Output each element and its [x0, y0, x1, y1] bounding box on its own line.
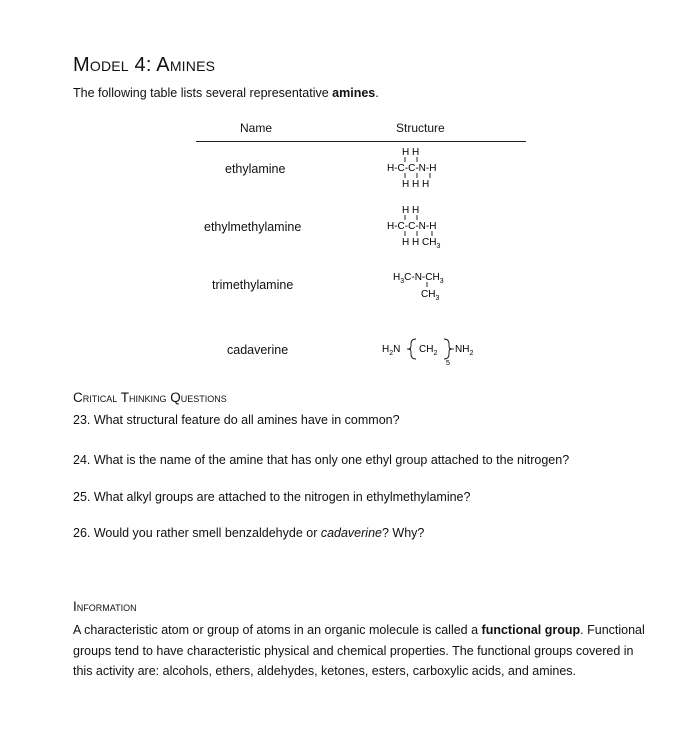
information-title: Information: [73, 599, 137, 614]
table-row-name: trimethylamine: [212, 278, 294, 292]
structure-bottom-row: H H $CH_3$: [402, 237, 441, 250]
structure-formula: $H_2N$: [382, 344, 401, 357]
structure-bottom-row: $CH_3$: [421, 289, 440, 302]
question-24: 24. What is the name of the amine that has only one ethyl group attached to the nitrogen?: [73, 453, 570, 467]
structure-mid-row: $H_3C-N-CH_3$: [393, 272, 444, 285]
repeat-count: 5: [446, 360, 450, 367]
structure-cadaverine: [380, 334, 490, 370]
structure-ethylamine: [380, 144, 470, 190]
page-title: Model 4: Amines: [73, 54, 216, 76]
column-header-structure: Structure: [396, 121, 445, 135]
column-header-name: Name: [240, 121, 273, 135]
table-row-name: ethylamine: [225, 162, 286, 176]
table-header: [196, 121, 526, 142]
question-25: 25. What alkyl groups are attached to the nitrogen in ethylmethylamine?: [73, 490, 471, 504]
table-row-name: cadaverine: [227, 343, 289, 357]
structure-mid-row: H-C-C-N-H: [387, 221, 437, 232]
structure-end: $NH_2$: [455, 344, 474, 357]
structure-bottom-row: H H H: [402, 179, 430, 190]
structure-mid-row: H-C-C-N-H: [387, 163, 437, 174]
repeat-unit: $CH_2$: [419, 344, 438, 357]
critical-thinking-title: Critical Thinking Questions: [73, 390, 227, 405]
left-bracket: [408, 339, 416, 359]
structure-ethylmethylamine: [380, 202, 470, 252]
question-26: 26. Would you rather smell benzaldehyde or cadaverine? Why?: [73, 526, 425, 540]
question-23: 23. What structural feature do all amines have in common?: [73, 413, 400, 427]
structure-trimethylamine: [390, 266, 470, 302]
information-text: A characteristic atom or group of atoms in an organic molecule is called a functional group. Functional groups tend to have characteristic physical and chemical properties. The functional groups covered in this activity are: alcohols, ethers, aldehydes, ketones, esters, carboxylic acids, and amines.: [73, 623, 645, 678]
structure-top-row: H H: [402, 147, 420, 158]
table-row-name: ethylmethylamine: [204, 220, 302, 234]
intro-text: The following table lists several representative amines.: [73, 86, 379, 100]
structure-top-row: H H: [402, 205, 420, 216]
